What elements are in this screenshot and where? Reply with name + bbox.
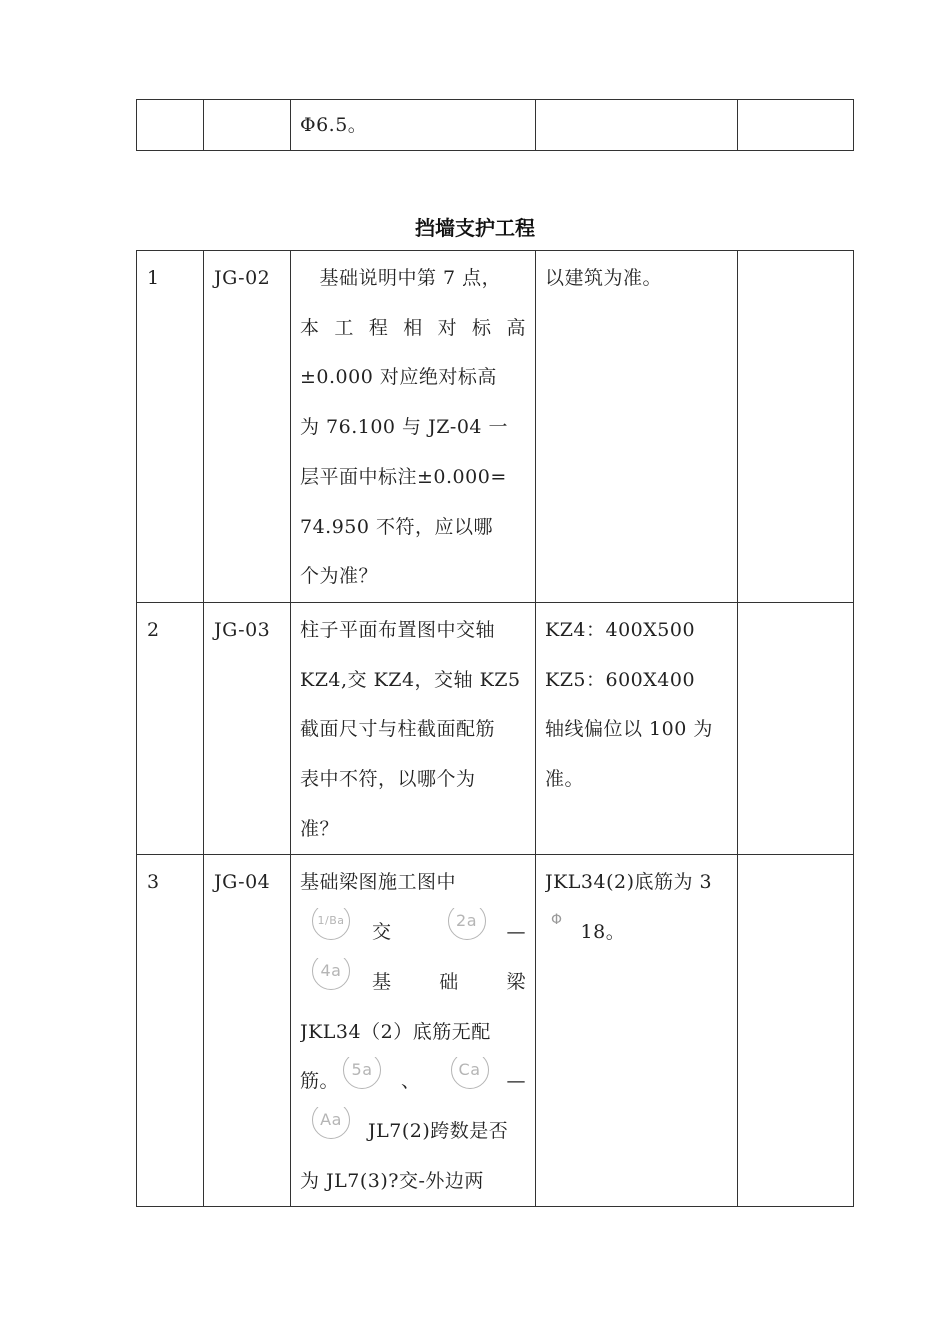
issue-text: 柱子平面布置图中交轴 KZ4,交 KZ4，交轴 KZ5 截面尺寸与柱截面配筋 表中不符，以哪个为 准？	[300, 618, 521, 840]
issue-text: 基础说明中第 7 点， 本 工 程 相 对 标 高 ±0.000 对应绝对标高 为 76.100 与 JZ-04 一 层平面中标注±0.000= 74.950 不符，应以哪 个为准？	[300, 267, 526, 588]
issue-cell	[291, 602, 536, 855]
drawing-code: JG-04	[214, 871, 271, 894]
num-cell	[137, 251, 204, 603]
reply-text: JKL34(2)底筋为 3 Φ 18。	[536, 855, 737, 957]
code-cell	[204, 602, 291, 855]
issues-table	[136, 250, 854, 1207]
issue-cell	[291, 100, 536, 151]
reply-cell	[536, 602, 738, 855]
code-cell	[204, 100, 291, 151]
reply-text: 以建筑为准。	[545, 267, 663, 289]
table-row	[137, 855, 854, 1207]
table-row	[137, 251, 854, 603]
issue-cell	[291, 251, 536, 603]
continued-table	[136, 99, 854, 151]
axis-marker-icon: 5a	[343, 1057, 381, 1089]
num-cell	[137, 602, 204, 855]
row-number: 2	[147, 618, 160, 641]
row-number: 1	[147, 267, 160, 289]
remark-cell	[738, 251, 854, 603]
num-cell	[137, 855, 204, 1207]
drawing-code: JG-02	[214, 267, 271, 289]
issue-cell	[291, 855, 536, 1207]
remark-cell	[738, 602, 854, 855]
axis-marker-icon: 2a	[448, 908, 486, 940]
code-cell	[204, 855, 291, 1207]
row-number: 3	[147, 871, 160, 894]
axis-marker-icon: 4a	[312, 958, 350, 990]
remark-cell	[738, 100, 854, 151]
reply-text: KZ4：400X500 KZ5：600X400 轴线偏位以 100 为 准。	[545, 618, 713, 791]
section-title: 挡墙支护工程	[415, 216, 535, 240]
reply-cell	[536, 251, 738, 603]
rebar-symbol-icon: Φ	[551, 912, 563, 929]
spread-line: 本 工 程 相 对 标 高	[300, 316, 526, 339]
table-row	[137, 602, 854, 855]
issue-text: Φ6.5。	[300, 114, 368, 136]
table-row	[137, 100, 854, 151]
axis-marker-icon: 1/Ba	[312, 908, 350, 940]
remark-cell	[738, 855, 854, 1207]
drawing-code: JG-03	[214, 618, 271, 641]
reply-cell	[536, 100, 738, 151]
issue-text: 基础梁图施工图中 1/Ba 交 2a — 4a 基 础 梁 JKL34（2）底筋无配 筋。 5a 、 Ca — Aa JL7(2)跨数是否 为 JL7(3)?交-外边两	[300, 871, 526, 1192]
code-cell	[204, 251, 291, 603]
reply-cell	[536, 855, 738, 1207]
axis-marker-icon: Ca	[451, 1057, 489, 1089]
axis-marker-icon: Aa	[312, 1107, 350, 1139]
num-cell	[137, 100, 204, 151]
